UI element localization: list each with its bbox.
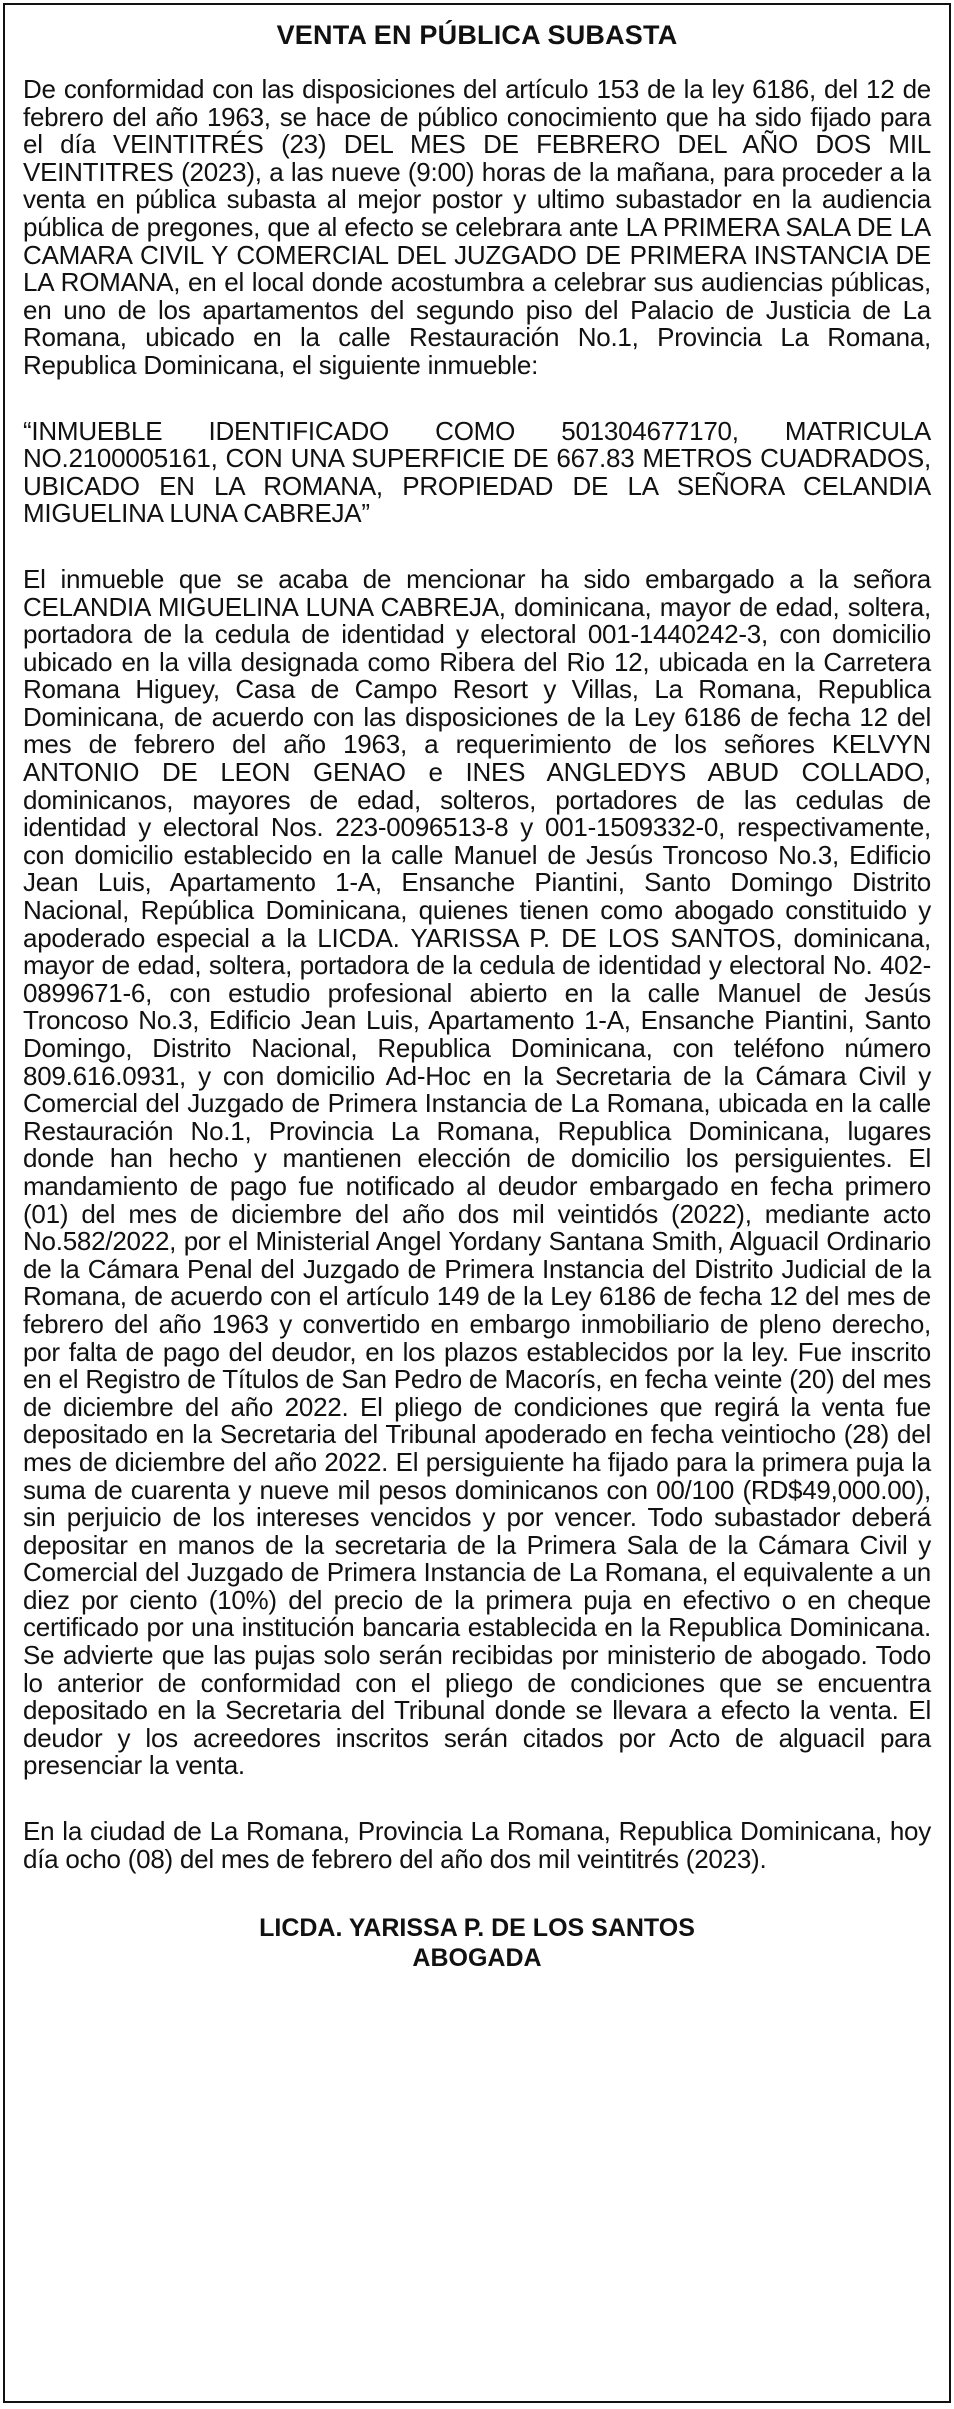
- paragraph-closing: En la ciudad de La Romana, Provincia La Romana, Republica Dominicana, hoy día ocho (08) del mes de febrero del año dos mil veintitrés (2023).: [23, 1816, 931, 1874]
- legal-notice: [3, 3, 951, 2403]
- paragraph-intro: De conformidad con las disposiciones del artículo 153 de la ley 6186, del 12 de febrero del año 1963, se hace de público conocimiento que ha sido fijado para el día VEINTITRÉS (23) DEL MES DE FEBRERO DEL AÑO DOS MIL VEINTITRES (2023), a las nueve (9:00) horas de la mañana, para proceder a la venta en pública subasta al mejor postor y ultimo subastador en la audiencia pública de pregones, que al efecto se celebrara ante LA PRIMERA SALA DE LA CAMARA CIVIL Y COMERCIAL DEL JUZGADO DE PRIMERA INSTANCIA DE LA ROMANA, en el local donde acostumbra a celebrar sus audiencias públicas, en uno de los apartamentos del segundo piso del Palacio de Justicia de La Romana, ubicado en la calle Restauración No.1, Provincia La Romana, Republica Dominicana, el siguiente inmueble:: [23, 74, 931, 380]
- spacer: [23, 380, 931, 418]
- spacer: [23, 528, 931, 566]
- signature-block: [23, 1913, 931, 1973]
- signature-name: LICDA. YARISSA P. DE LOS SANTOS: [259, 1914, 695, 1943]
- spacer: [23, 1780, 931, 1818]
- signature-role: ABOGADA: [412, 1944, 542, 1973]
- paragraph-property: “INMUEBLE IDENTIFICADO COMO 501304677170, MATRICULA NO.2100005161, CON UNA SUPERFICIE DE 667.83 METROS CUADRADOS, UBICADO EN LA ROMANA, PROPIEDAD DE LA SEÑORA CELANDIA MIGUELINA LUNA CABREJA”: [23, 415, 931, 529]
- notice-title: VENTA EN PÚBLICA SUBASTA: [276, 20, 678, 50]
- paragraph-details: El inmueble que se acaba de mencionar ha sido embargado a la señora CELANDIA MIGUELINA LUNA CABREJA, dominicana, mayor de edad, soltera, portadora de la cedula de identidad y electoral 001-1440242-3, con domicilio ubicado en la villa designada como Ribera del Rio 12, ubicada en la Carretera Romana Higuey, Casa de Campo Resort y Villas, La Romana, Republica Dominicana, de acuerdo con las disposiciones de la Ley 6186 de fecha 12 del mes de febrero del año 1963, a requerimiento de los señores KELVYN ANTONIO DE LEON GENAO e INES ANGLEDYS ABUD COLLADO, dominicanos, mayores de edad, solteros, portadores de las cedulas de identidad y electoral Nos. 223-0096513-8 y 001-1509332-0, respectivamente, con domicilio establecido en la calle Manuel de Jesús Troncoso No.3, Edificio Jean Luis, Apartamento 1-A, Ensanche Piantini, Santo Domingo Distrito Nacional, República Dominicana, quienes tienen como abogado constituido y apoderado especial a la LICDA. YARISSA P. DE LOS SANTOS, dominicana, mayor de edad, soltera, portadora de la cedula de identidad y electoral No. 402-0899671-6, con estudio profesional abierto en la calle Manuel de Jesús Troncoso No.3, Edificio Jean Luis, Apartamento 1-A, Ensanche Piantini, Santo Domingo, Distrito Nacional, Republica Dominicana, con teléfono número 809.616.0931, y con domicilio Ad-Hoc en la Secretaria de la Cámara Civil y Comercial del Juzgado de Primera Instancia de La Romana, ubicada en la calle Restauración No.1, Provincia La Romana, Republica Dominicana, lugares donde han hecho y mantienen elección de domicilio los persiguientes. El mandamiento de pago fue notificado al deudor embargado en fecha primero (01) del mes de diciembre del año dos mil veintidós (2022), mediante acto No.582/2022, por el Ministerial Angel Yordany Santana Smith, Alguacil Ordinario de la Cámara Penal del Juzgado de Primera Instancia del Distrito Judicial de la Romana, de acuerdo con el artículo 149 de la Ley 6186 de fecha 12 del mes de febrero del año 1963 y convertido en embargo inmobiliario de pleno derecho, por falta de pago del deudor, en los plazos establecidos por la ley. Fue inscrito en el Registro de Títulos de San Pedro de Macorís, en fecha veinte (20) del mes de diciembre del año 2022. El pliego de condiciones que regirá la venta fue depositado en la Secretaria del Tribunal apoderado en fecha veintiocho (28) del mes de diciembre del año 2022. El persiguiente ha fijado para la primera puja la suma de cuarenta y nueve mil pesos dominicanos con 00/100 (RD$49,000.00), sin perjuicio de los intereses vencidos y por vencer. Todo subastador deberá depositar en manos de la secretaria de la Primera Sala de la Cámara Civil y Comercial del Juzgado de Primera Instancia de La Romana, el equivalente a un diez por ciento (10%) del precio de la primera puja en efectivo o en cheque certificado por una institución bancaria establecida en la Republica Dominicana. Se advierte que las pujas solo serán recibidas por ministerio de abogado. Todo lo anterior de conformidad con el pliego de condiciones que se encuentra depositado en la Secretaria del Tribunal donde se llevara a efecto la venta. El deudor y los acreedores inscritos serán citados por Acto de alguacil para presenciar la venta.: [23, 563, 931, 1781]
